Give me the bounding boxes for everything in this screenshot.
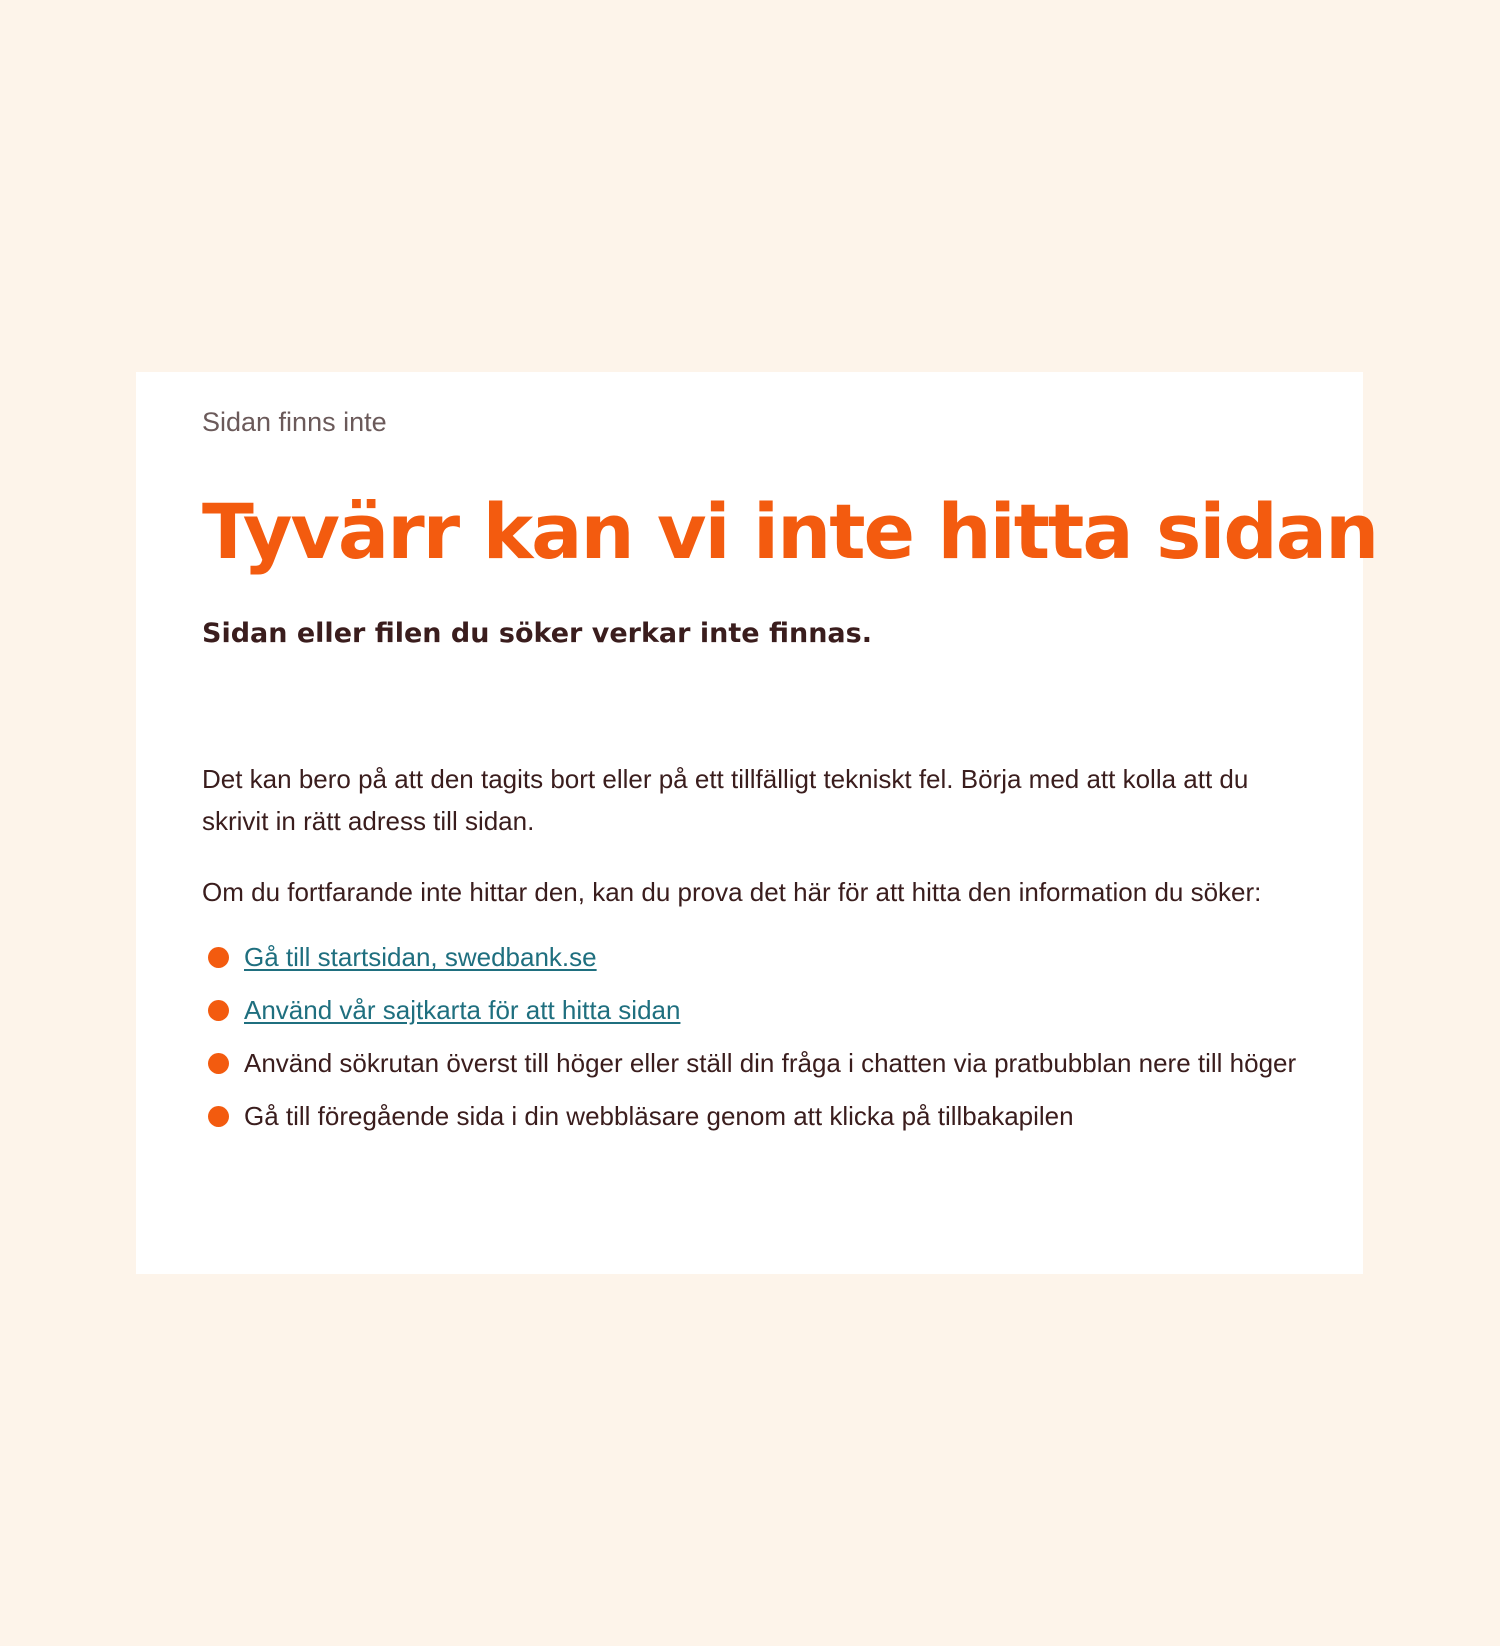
bullet-dot-icon (208, 1106, 229, 1127)
search-tip-text: Använd sökrutan överst till höger eller ställ din fråga i chatten via pratbubblan nere till höger (244, 1048, 1297, 1078)
page-eyebrow: Sidan finns inte (202, 407, 387, 437)
page-lead: Sidan eller filen du söker verkar inte finnas. (202, 618, 872, 649)
start-page-link[interactable]: Gå till startsidan, swedbank.se (244, 942, 597, 972)
suggestion-list (202, 938, 1297, 1136)
error-card (136, 372, 1378, 1274)
bullet-dot-icon (208, 1053, 229, 1074)
list-item (202, 991, 1297, 1030)
back-tip-text: Gå till föregående sida i din webbläsare genom att klicka på tillbakapilen (244, 1101, 1074, 1131)
sitemap-link[interactable]: Använd vår sajtkarta för att hitta sidan (244, 995, 681, 1025)
list-item (202, 1044, 1297, 1083)
bullet-dot-icon (208, 947, 229, 968)
page-title: Tyvärr kan vi inte hitta sidan (202, 487, 1378, 576)
list-item (202, 938, 1297, 977)
bullet-dot-icon (208, 1000, 229, 1021)
explanation-paragraph: Det kan bero på att den tagits bort eller på ett tillfälligt tekniskt fel. Börja med att kolla att du skrivit in rätt adress till sidan. (202, 764, 1249, 836)
suggestion-intro-paragraph: Om du fortfarande inte hittar den, kan du prova det här för att hitta den information du söker: (202, 877, 1262, 907)
list-item (202, 1097, 1297, 1136)
